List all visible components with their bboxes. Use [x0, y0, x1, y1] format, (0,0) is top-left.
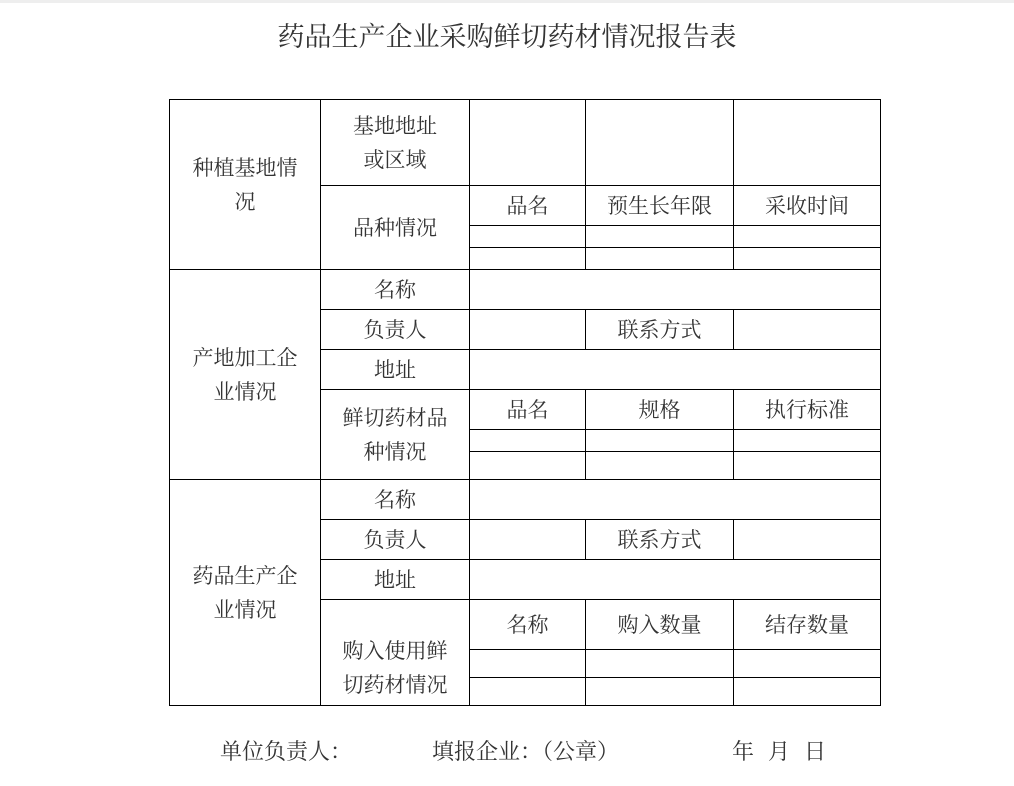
input-cell[interactable]	[734, 678, 881, 706]
processor-name-label: 名称	[321, 270, 470, 310]
processor-header-spec: 规格	[586, 390, 734, 430]
processor-section-label: 产地加工企业情况	[170, 270, 321, 480]
input-cell[interactable]	[586, 650, 734, 678]
input-cell[interactable]	[470, 248, 586, 270]
report-table	[169, 99, 881, 706]
input-cell[interactable]	[470, 430, 586, 452]
input-cell[interactable]	[734, 650, 881, 678]
base-section-label: 种植基地情况	[170, 100, 321, 270]
input-cell[interactable]	[470, 678, 586, 706]
input-cell[interactable]	[734, 248, 881, 270]
top-divider	[0, 0, 1014, 3]
base-address-row	[170, 100, 881, 186]
input-cell[interactable]	[586, 452, 734, 480]
manufacturer-header-qty: 购入数量	[586, 600, 734, 650]
processor-address-label: 地址	[321, 350, 470, 390]
processor-header-standard: 执行标准	[734, 390, 881, 430]
manufacturer-name-cell[interactable]	[470, 480, 881, 520]
base-header-harvest: 采收时间	[734, 186, 881, 226]
input-cell[interactable]	[470, 226, 586, 248]
input-cell[interactable]	[586, 430, 734, 452]
manufacturer-section-label: 药品生产企业情况	[170, 480, 321, 706]
input-cell[interactable]	[586, 678, 734, 706]
processor-contact-cell[interactable]	[734, 310, 881, 350]
page-title: 药品生产企业采购鲜切药材情况报告表	[277, 22, 737, 53]
base-variety-label: 品种情况	[321, 186, 470, 270]
base-header-years: 预生长年限	[586, 186, 734, 226]
processor-contact-label: 联系方式	[586, 310, 734, 350]
input-cell[interactable]	[734, 226, 881, 248]
base-address-cell[interactable]	[734, 100, 881, 186]
base-header-name: 品名	[470, 186, 586, 226]
manufacturer-address-cell[interactable]	[470, 560, 881, 600]
manufacturer-contact-cell[interactable]	[734, 520, 881, 560]
report-date: 年 月 日	[732, 740, 826, 765]
manufacturer-address-label: 地址	[321, 560, 470, 600]
processor-manager-label: 负责人	[321, 310, 470, 350]
manufacturer-header-stock: 结存数量	[734, 600, 881, 650]
processor-address-cell[interactable]	[470, 350, 881, 390]
base-address-label: 基地地址或区域	[321, 100, 470, 186]
input-cell[interactable]	[586, 226, 734, 248]
processor-variety-label: 鲜切药材品种情况	[321, 390, 470, 480]
manufacturer-name-row	[170, 480, 881, 520]
filler-company-seal: 填报企业：（公章）	[432, 740, 620, 765]
processor-name-cell[interactable]	[470, 270, 881, 310]
processor-name-row	[170, 270, 881, 310]
manufacturer-manager-cell[interactable]	[470, 520, 586, 560]
manufacturer-header-name: 名称	[470, 600, 586, 650]
base-address-cell[interactable]	[470, 100, 586, 186]
processor-manager-cell[interactable]	[470, 310, 586, 350]
unit-manager-signature: 单位负责人：	[220, 740, 353, 765]
manufacturer-purchase-label: 购入使用鲜切药材情况	[321, 600, 470, 706]
manufacturer-name-label: 名称	[321, 480, 470, 520]
processor-header-name: 品名	[470, 390, 586, 430]
manufacturer-contact-label: 联系方式	[586, 520, 734, 560]
input-cell[interactable]	[586, 248, 734, 270]
input-cell[interactable]	[734, 452, 881, 480]
input-cell[interactable]	[470, 452, 586, 480]
input-cell[interactable]	[470, 650, 586, 678]
input-cell[interactable]	[734, 430, 881, 452]
base-address-cell[interactable]	[586, 100, 734, 186]
manufacturer-manager-label: 负责人	[321, 520, 470, 560]
